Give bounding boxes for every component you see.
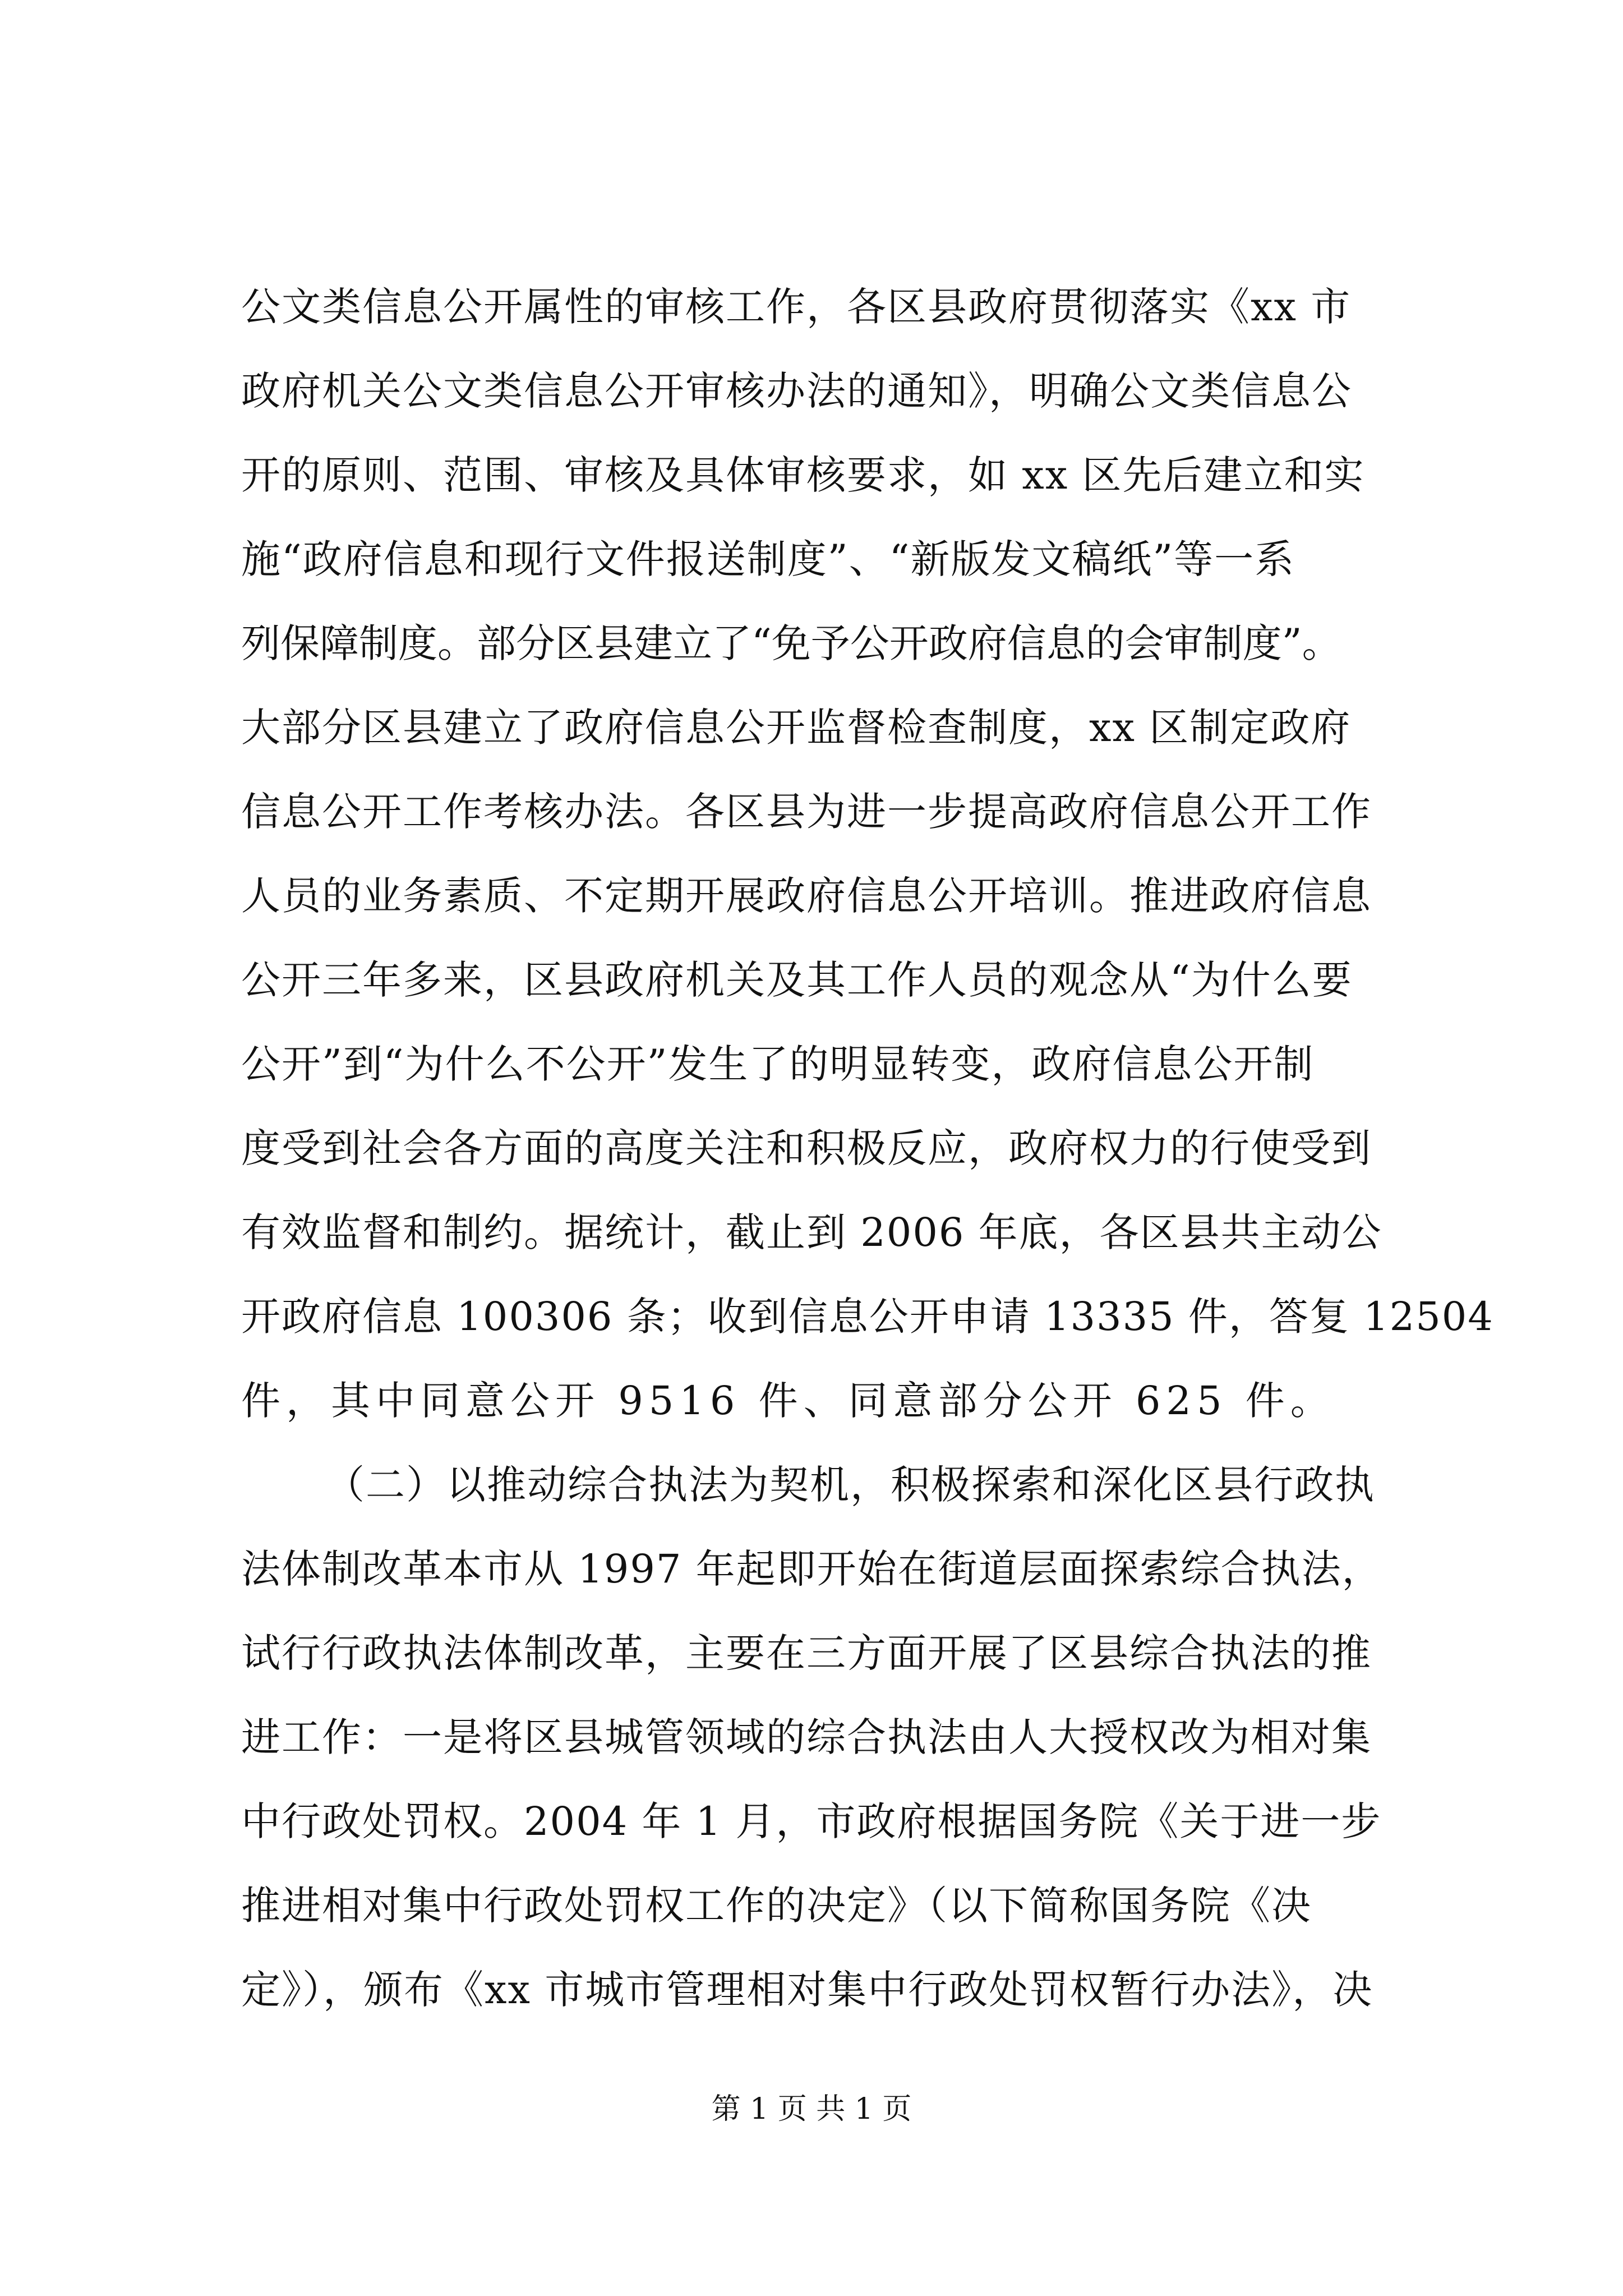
text-line: 定》），颁布《xx 市城市管理相对集中行政处罚权暂行办法》，决 bbox=[241, 1967, 1373, 2013]
text-line: 信息公开工作考核办法。各区县为进一步提高政府信息公开工作 bbox=[241, 789, 1372, 835]
text-line: 试行行政执法体制改革，主要在三方面开展了区县综合执法的推 bbox=[241, 1630, 1372, 1676]
text-line: 推进相对集中行政处罚权工作的决定》（以下简称国务院《决 bbox=[241, 1883, 1312, 1929]
text-line: 开的原则、范围、审核及具体审核要求，如 xx 区先后建立和实 bbox=[241, 452, 1365, 498]
text-line: 进工作：一是将区县城管领域的综合执法由人大授权改为相对集 bbox=[241, 1714, 1372, 1760]
text-line: 政府机关公文类信息公开审核办法的通知》，明确公文类信息公 bbox=[241, 368, 1352, 414]
text-line: 开政府信息 100306 条；收到信息公开申请 13335 件，答复 12504 bbox=[241, 1294, 1494, 1340]
text-line: 施“政府信息和现行文件报送制度”、“新版发文稿纸”等一系 bbox=[241, 536, 1295, 582]
text-line: 公开”到“为什么不公开”发生了的明显转变，政府信息公开制 bbox=[241, 1041, 1315, 1087]
text-line: 度受到社会各方面的高度关注和积极反应，政府权力的行使受到 bbox=[241, 1125, 1372, 1171]
text-line: 有效监督和制约。据统计，截止到 2006 年底，各区县共主动公 bbox=[241, 1209, 1382, 1255]
text-line: 列保障制度。部分区县建立了“免予公开政府信息的会审制度”。 bbox=[241, 620, 1341, 666]
page-number: 第 1 页 共 1 页 bbox=[711, 2092, 912, 2126]
text-line: 大部分区县建立了政府信息公开监督检查制度，xx 区制定政府 bbox=[241, 705, 1352, 751]
text-line: 公文类信息公开属性的审核工作，各区县政府贯彻落实《xx 市 bbox=[241, 284, 1352, 330]
text-line: 件，其中同意公开 9516 件、同意部分公开 625 件。 bbox=[241, 1378, 1335, 1424]
text-line: 法体制改革本市从 1997 年起即开始在街道层面探索综合执法， bbox=[241, 1546, 1382, 1592]
document-body bbox=[241, 265, 1494, 2032]
page-footer bbox=[0, 2087, 1623, 2132]
text-line: 人员的业务素质、不定期开展政府信息公开培训。推进政府信息 bbox=[241, 873, 1372, 919]
text-line: 公开三年多来，区县政府机关及其工作人员的观念从“为什么要 bbox=[241, 957, 1353, 1003]
paragraph-first-line: （二）以推动综合执法为契机，积极探索和深化区县行政执 bbox=[325, 1462, 1375, 1508]
text-line: 中行政处罚权。2004 年 1 月，市政府根据国务院《关于进一步 bbox=[241, 1798, 1382, 1844]
